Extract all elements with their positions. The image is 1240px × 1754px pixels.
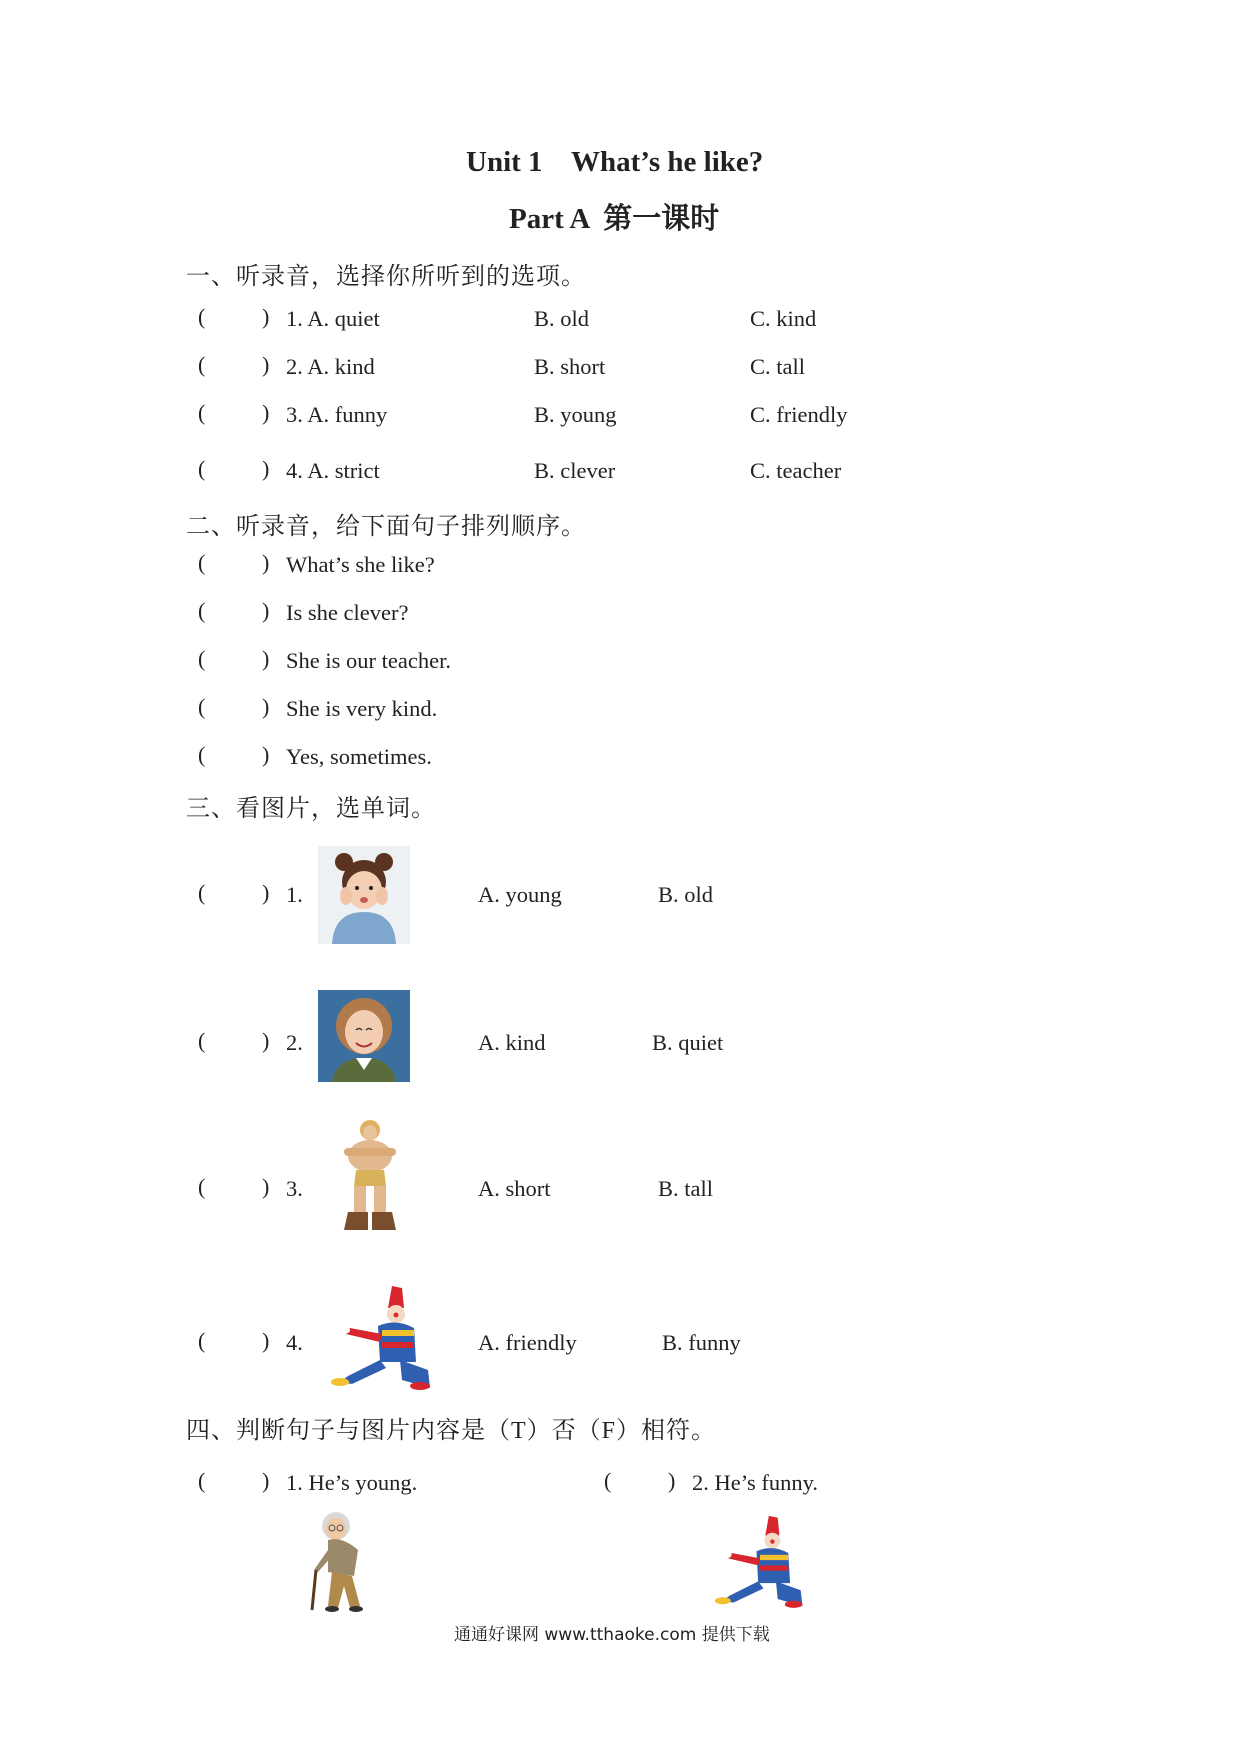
option-a: 3. A. funny: [286, 402, 388, 427]
answer-paren-open[interactable]: (: [198, 400, 206, 425]
answer-paren-open[interactable]: (: [198, 1028, 206, 1053]
option-a: 1. A. quiet: [286, 306, 380, 331]
sentence: What’s she like?: [286, 552, 435, 577]
option-a: A. short: [478, 1176, 551, 1201]
smiling-woman-picture: [318, 990, 410, 1082]
answer-paren-close: ): [262, 1328, 270, 1353]
answer-paren-open[interactable]: (: [198, 304, 206, 329]
sentence: She is our teacher.: [286, 648, 451, 673]
footer-credit: 通通好课网 www.tthaoke.com 提供下载: [454, 1625, 770, 1645]
option-b: B. quiet: [652, 1030, 724, 1055]
answer-paren-close: ): [262, 598, 270, 623]
option-c: C. kind: [750, 306, 817, 331]
answer-paren-close: ): [262, 1028, 270, 1053]
item-number: 2.: [286, 1030, 303, 1055]
option-c: C. friendly: [750, 402, 848, 427]
worksheet-title: Unit 1 What’s he like?: [466, 146, 764, 178]
answer-paren-open[interactable]: (: [198, 352, 206, 377]
clown-picture: [714, 1508, 806, 1614]
answer-paren-close: ): [262, 400, 270, 425]
answer-paren-open[interactable]: (: [198, 1468, 206, 1493]
option-c: C. tall: [750, 354, 805, 379]
answer-paren-open[interactable]: (: [198, 742, 206, 767]
option-b: B. funny: [662, 1330, 741, 1355]
answer-paren-close: ): [262, 1174, 270, 1199]
answer-paren-open[interactable]: (: [604, 1468, 612, 1493]
option-a: A. young: [478, 882, 562, 907]
option-a: A. kind: [478, 1030, 546, 1055]
answer-paren-open[interactable]: (: [198, 880, 206, 905]
answer-paren-open[interactable]: (: [198, 598, 206, 623]
answer-paren-close: ): [262, 304, 270, 329]
sentence: Yes, sometimes.: [286, 744, 432, 769]
sentence: Is she clever?: [286, 600, 409, 625]
answer-paren-open[interactable]: (: [198, 646, 206, 671]
option-a: 4. A. strict: [286, 458, 380, 483]
answer-paren-close: ): [668, 1468, 676, 1493]
answer-paren-close: ): [262, 456, 270, 481]
muscular-man-picture: [330, 1118, 410, 1234]
answer-paren-close: ): [262, 880, 270, 905]
answer-paren-open[interactable]: (: [198, 1328, 206, 1353]
answer-paren-close: ): [262, 550, 270, 575]
option-c: C. teacher: [750, 458, 842, 483]
clown-picture: [330, 1284, 434, 1390]
option-a: A. friendly: [478, 1330, 577, 1355]
section-4-heading: 四、判断句子与图片内容是（T）否（F）相符。: [186, 1418, 717, 1444]
answer-paren-open[interactable]: (: [198, 694, 206, 719]
answer-paren-open[interactable]: (: [198, 456, 206, 481]
option-b: B. old: [534, 306, 590, 331]
answer-paren-close: ): [262, 742, 270, 767]
answer-paren-close: ): [262, 352, 270, 377]
item-number: 3.: [286, 1176, 303, 1201]
answer-paren-open[interactable]: (: [198, 1174, 206, 1199]
section-1-heading: 一、听录音，选择你所听到的选项。: [186, 264, 586, 290]
statement: 1. He’s young.: [286, 1470, 418, 1495]
option-b: B. short: [534, 354, 606, 379]
item-number: 4.: [286, 1330, 303, 1355]
sentence: She is very kind.: [286, 696, 438, 721]
option-b: B. old: [658, 882, 714, 907]
answer-paren-close: ): [262, 1468, 270, 1493]
old-man-picture: [302, 1510, 386, 1616]
option-b: B. tall: [658, 1176, 713, 1201]
option-b: B. young: [534, 402, 617, 427]
worksheet-subtitle: Part A 第一课时: [509, 203, 720, 235]
answer-paren-open[interactable]: (: [198, 550, 206, 575]
section-3-heading: 三、看图片，选单词。: [186, 796, 436, 822]
little-girl-picture: [318, 846, 410, 944]
statement: 2. He’s funny.: [692, 1470, 819, 1495]
section-2-heading: 二、听录音，给下面句子排列顺序。: [186, 514, 586, 540]
answer-paren-close: ): [262, 694, 270, 719]
option-b: B. clever: [534, 458, 616, 483]
option-a: 2. A. kind: [286, 354, 375, 379]
item-number: 1.: [286, 882, 303, 907]
answer-paren-close: ): [262, 646, 270, 671]
